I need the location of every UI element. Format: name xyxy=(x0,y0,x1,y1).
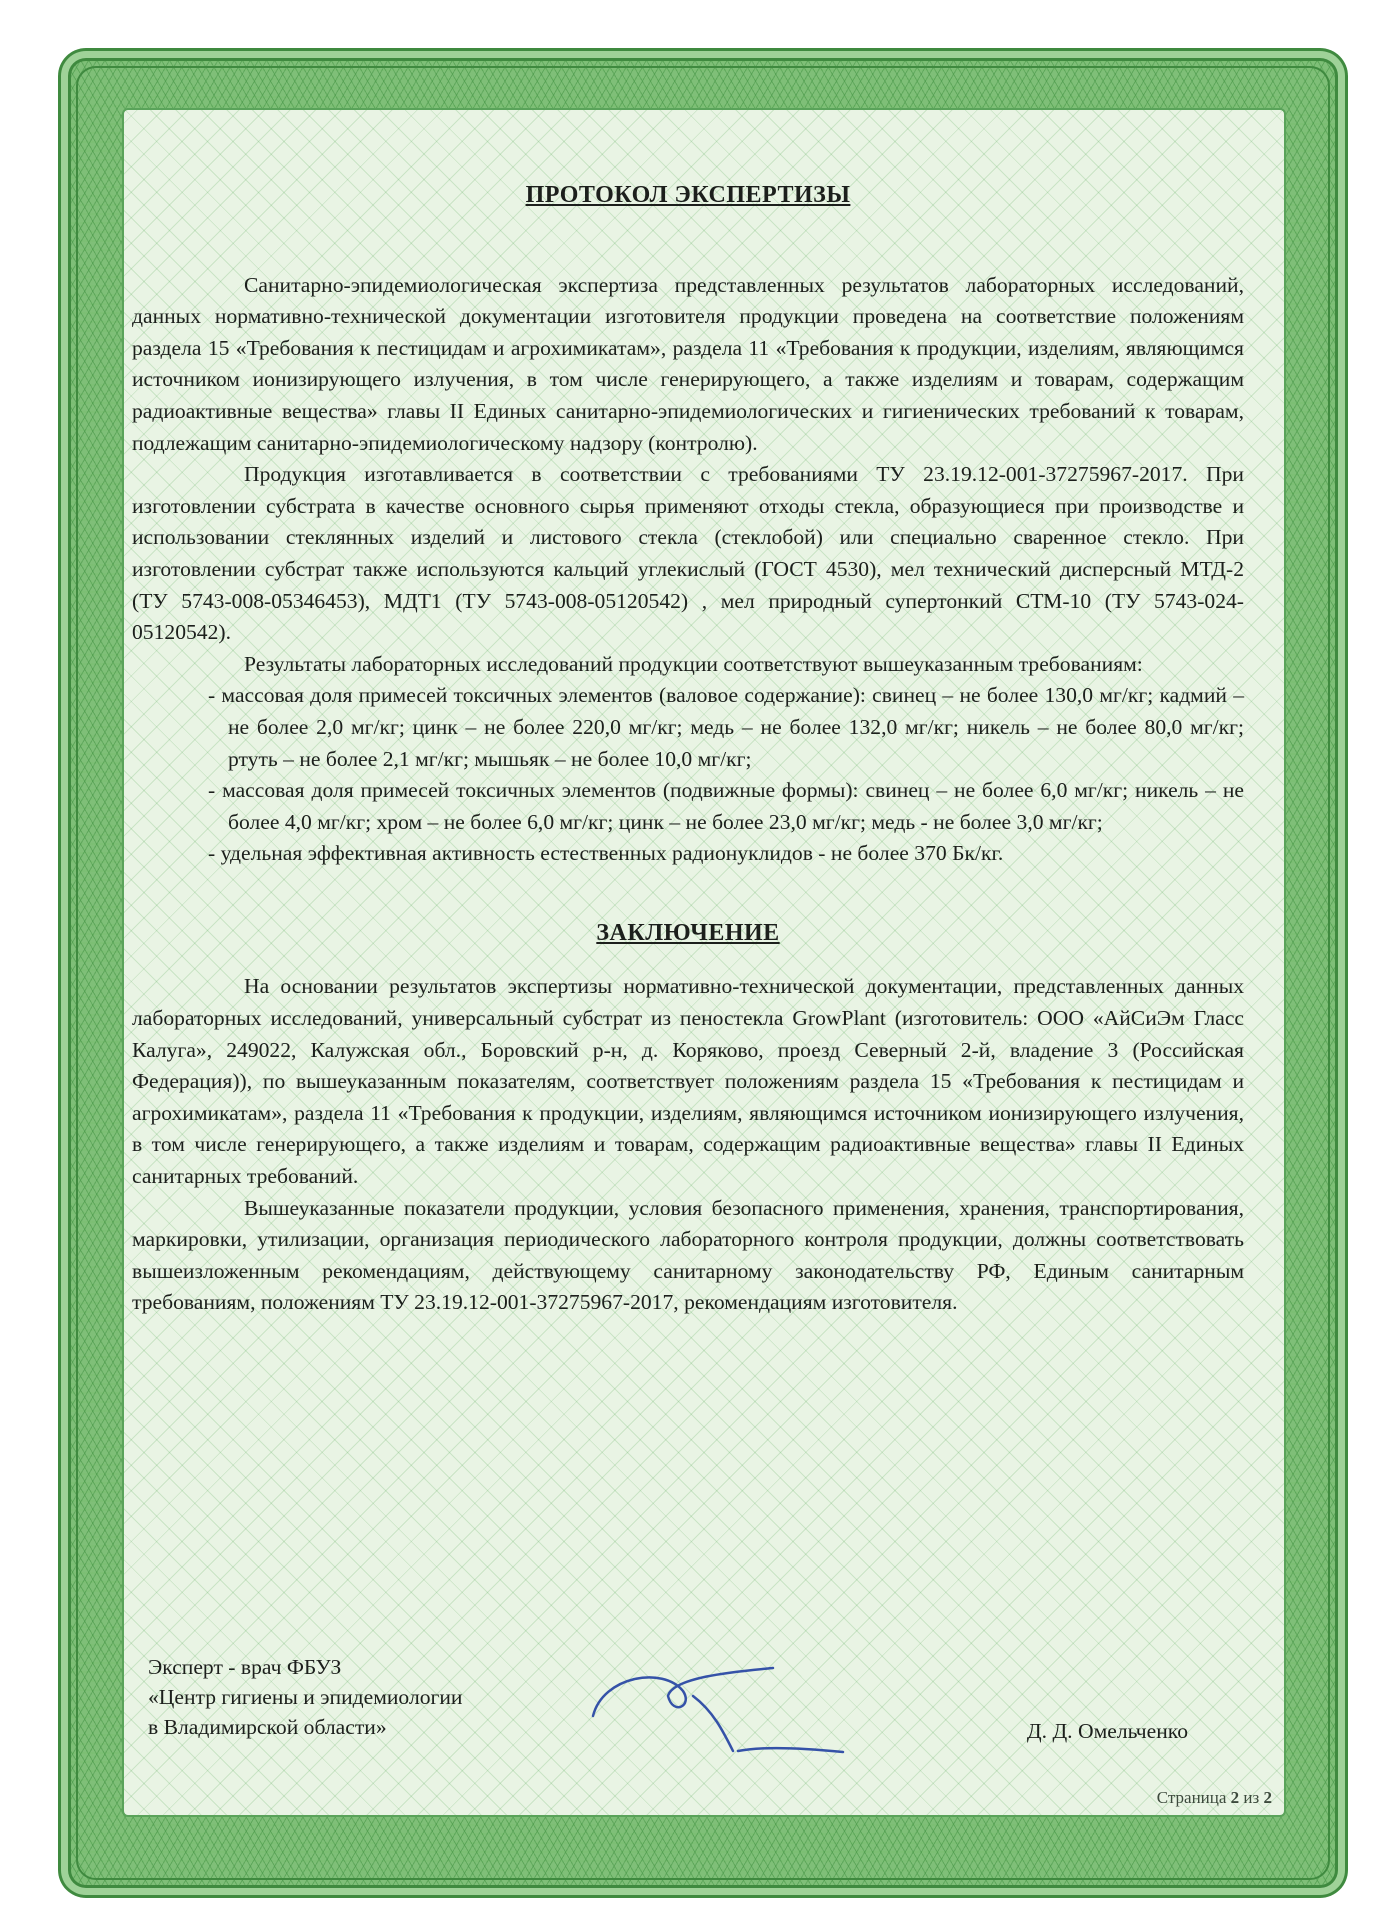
requirement-item: - массовая доля примесей токсичных элементов (валовое содержание): свинец – не более 130,0 мг/кг; кадмий – не более 2,0 мг/кг; цинк – не более 220,0 мг/кг; медь – не более 132,0 мг/кг; никель – не более 80,0 мг/кг; ртуть – не более 2,1 мг/кг; мышьяк – не более 10,0 мг/кг; xyxy=(208,683,1244,771)
document-body xyxy=(132,160,1244,1319)
page-label: Страница xyxy=(1156,1788,1227,1807)
page-number xyxy=(1157,1788,1272,1808)
requirement-item: - массовая доля примесей токсичных элементов (подвижные формы): свинец – не более 6,0 мг/кг; никель – не более 4,0 мг/кг; хром – не более 6,0 мг/кг; цинк – не более 23,0 мг/кг; медь - не более 3,0 мг/кг; xyxy=(208,778,1244,834)
expert-name: Д. Д. Омельченко xyxy=(1026,1719,1188,1743)
expert-organization-line1: «Центр гигиены и эпидемиологии xyxy=(148,1685,463,1709)
expert-position: Эксперт - врач ФБУЗ xyxy=(148,1655,342,1679)
intro-paragraph-2: Продукция изготавливается в соответствии с требованиями ТУ 23.19.12-001-37275967-2017. При изготовлении субстрата в качестве основного сырья применяют отходы стекла, образующиеся при производстве и использовании стеклянных изделий и листового стекла (стеклобой) или специально сваренное стекло. При изготовлении субстрат также используются кальций углекислый (ГОСТ 4530), мел технический дисперсный МТД-2 (ТУ 5743-008-05346453), МДТ1 (ТУ 5743-008-05120542) , мел природный супертонкий СТМ-10 (ТУ 5743-024-05120542). xyxy=(132,462,1244,645)
page-current: 2 xyxy=(1230,1788,1240,1807)
intro-paragraph-3: Результаты лабораторных исследований продукции соответствуют вышеуказанным требованиям: xyxy=(244,651,1143,676)
handwritten-signature xyxy=(573,1656,873,1756)
requirement-item: - удельная эффективная активность естественных радионуклидов - не более 370 Бк/кг. xyxy=(208,841,1004,866)
protocol-title: ПРОТОКОЛ ЭКСПЕРТИЗЫ xyxy=(525,182,851,208)
page-of: из xyxy=(1243,1788,1260,1807)
conclusion-paragraph-1: На основании результатов экспертизы нормативно-технической документации, представленных данных лабораторных исследований, универсальный субстрат из пеностекла GrowPlant (изготовитель: ООО «АйСиЭм Гласс Калуга», 249022, Калужская обл., Боровский р-н, д. Коряково, проезд Северный 2-й, владение 3 (Российская Федерация)), по вышеуказанным показателям, соответствует положениям раздела 15 «Требования к пестицидам и агрохимикатам», раздела 11 «Требования к продукции, изделиям, являющимся источником ионизирующего излучения, в том числе генерирующего, а также изделиям и товарам, содержащим радиоактивные вещества» главы II Единых санитарных требований. xyxy=(132,974,1244,1189)
intro-paragraph-1: Санитарно-эпидемиологическая экспертиза представленных результатов лабораторных исследований, данных нормативно-технической документации изготовителя продукции проведена на соответствие положениям раздела 15 «Требования к пестицидам и агрохимикатам», раздела 11 «Требования к продукции, изделиям, являющимся источником ионизирующего излучения, в том числе генерирующего, а также изделиям и товарам, содержащим радиоактивные вещества» главы II Единых санитарно-эпидемиологических и гигиенических требований к товарам, подлежащим санитарно-эпидемиологическому надзору (контролю). xyxy=(132,272,1244,455)
expert-affiliation xyxy=(148,1652,608,1742)
expert-organization-line2: в Владимирской области» xyxy=(148,1715,387,1739)
requirements-list xyxy=(132,680,1244,870)
conclusion-title: ЗАКЛЮЧЕНИЕ xyxy=(596,919,780,946)
page-total: 2 xyxy=(1263,1788,1272,1807)
conclusion-paragraph-2: Вышеуказанные показатели продукции, условия безопасного применения, хранения, транспортирования, маркировки, утилизации, организация периодического лабораторного контроля продукции, должны соответствовать вышеизложенным рекомендациям, действующему санитарному законодательству РФ, Единым санитарным требованиям, положениям ТУ 23.19.12-001-37275967-2017, рекомендациям изготовителя. xyxy=(132,1195,1244,1315)
